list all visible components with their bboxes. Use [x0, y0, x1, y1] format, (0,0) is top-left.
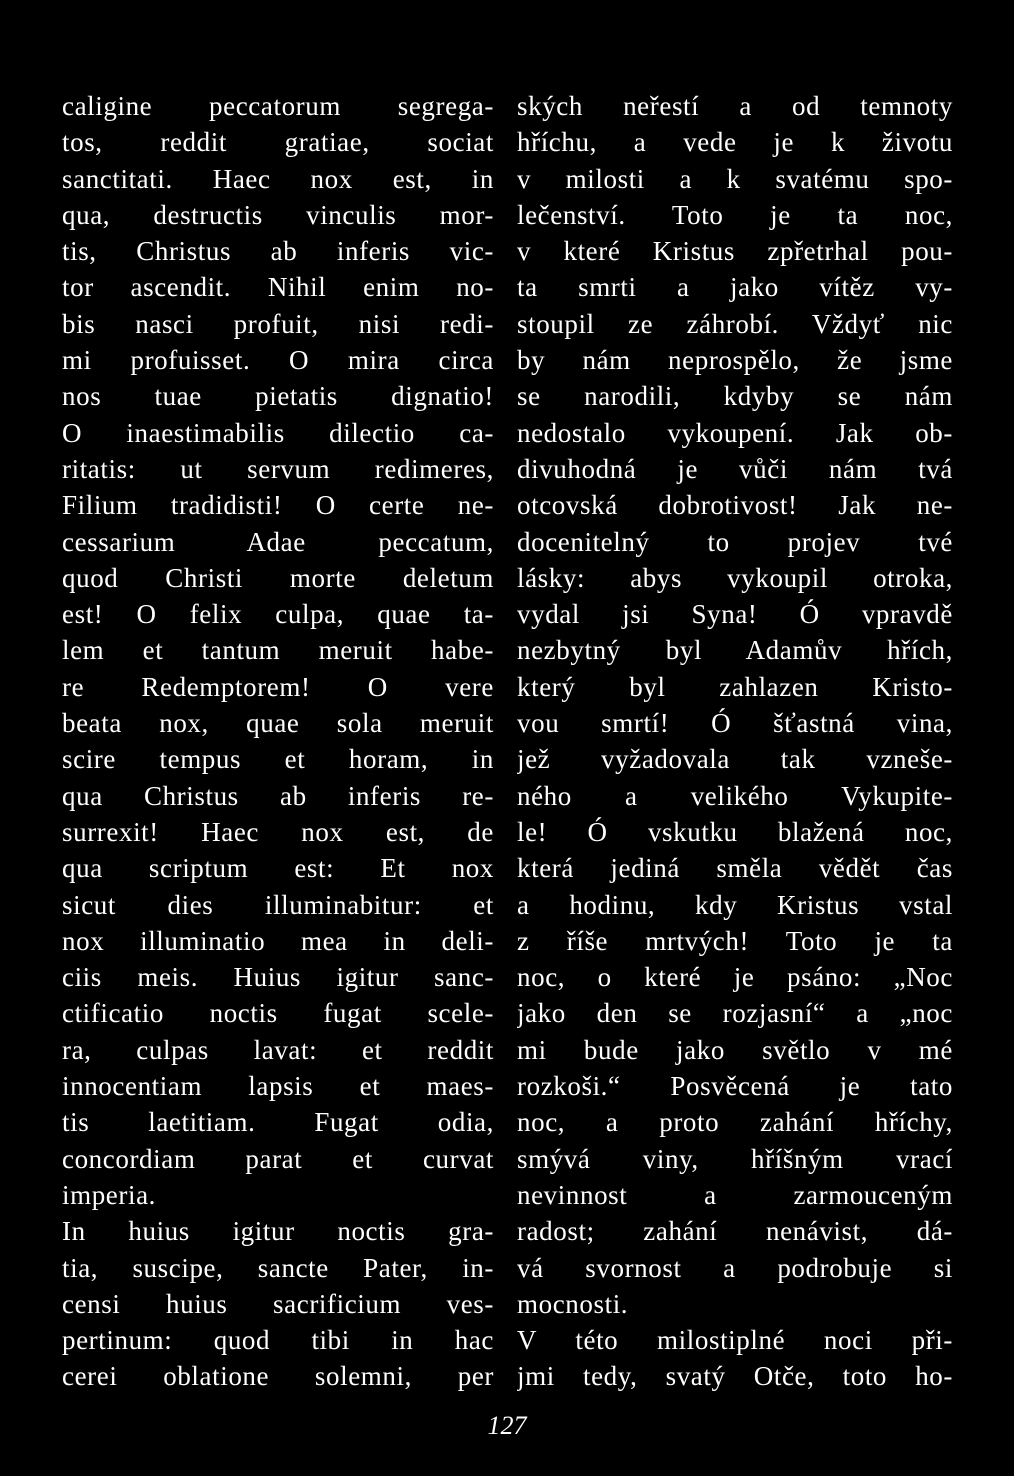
- latin-text-column: [62, 88, 494, 1395]
- text-line: tis, Christus ab inferis vic-: [62, 236, 494, 267]
- text-line: le! Ó vskutku blažená noc,: [517, 816, 953, 847]
- text-line: vydal jsi Syna! Ó vpravdě: [517, 599, 953, 630]
- text-line: v milosti a k svatému spo-: [517, 163, 953, 194]
- text-line: cerei oblatione solemni, per: [62, 1361, 494, 1392]
- text-line: tos, reddit gratiae, sociat: [62, 127, 494, 158]
- text-line: sicut dies illuminabitur: et: [62, 889, 494, 920]
- text-line: vou smrtí! Ó šťastná vina,: [517, 708, 953, 739]
- text-line: otcovská dobrotivost! Jak ne-: [517, 490, 953, 521]
- text-line: quod Christi morte deletum: [62, 562, 494, 593]
- text-line: surrexit! Haec nox est, de: [62, 816, 494, 847]
- text-line: pertinum: quod tibi in hac: [62, 1325, 494, 1356]
- text-line: In huius igitur noctis gra-: [62, 1216, 494, 1247]
- text-line: qua scriptum est: Et nox: [62, 853, 494, 884]
- text-line: z říše mrtvých! Toto je ta: [517, 925, 953, 956]
- text-line: lásky: abys vykoupil otroka,: [517, 562, 953, 593]
- text-line: se narodili, kdyby se nám: [517, 381, 953, 412]
- text-line: ritatis: ut servum redimeres,: [62, 453, 494, 484]
- text-line: nedostalo vykoupení. Jak ob-: [517, 417, 953, 448]
- text-line: radost; zahání nenávist, dá-: [517, 1216, 953, 1247]
- text-line: v které Kristus zpřetrhal pou-: [517, 236, 953, 267]
- text-line: ra, culpas lavat: et reddit: [62, 1034, 494, 1065]
- text-line: tia, suscipe, sancte Pater, in-: [62, 1252, 494, 1283]
- text-line: ta smrti a jako vítěz vy-: [517, 272, 953, 303]
- text-line: ských neřestí a od temnoty: [517, 91, 953, 121]
- text-line: qua, destructis vinculis mor-: [62, 199, 494, 230]
- text-line: noc, a proto zahání hříchy,: [517, 1107, 953, 1138]
- text-line: O inaestimabilis dilectio ca-: [62, 417, 494, 448]
- text-line: docenitelný to projev tvé: [517, 526, 953, 557]
- text-line: ctificatio noctis fugat scele-: [62, 998, 494, 1029]
- text-line: bis nasci profuit, nisi redi-: [62, 308, 494, 339]
- text-line: censi huius sacrificium ves-: [62, 1288, 494, 1319]
- text-line: hříchu, a vede je k životu: [517, 127, 953, 158]
- page-number: 127: [487, 1411, 527, 1440]
- text-line: mocnosti.: [517, 1288, 629, 1319]
- text-line: re Redemptorem! O vere: [62, 671, 494, 702]
- text-line: scire tempus et horam, in: [62, 744, 494, 775]
- text-line: mi bude jako světlo v mé: [517, 1034, 953, 1065]
- text-line: který byl zahlazen Kristo-: [517, 671, 953, 702]
- text-line: sanctitati. Haec nox est, in: [62, 163, 494, 194]
- text-line: by nám neprospělo, že jsme: [517, 345, 953, 376]
- text-line: lečenství. Toto je ta noc,: [517, 199, 953, 230]
- czech-text-column: [517, 88, 953, 1395]
- text-line: innocentiam lapsis et maes-: [62, 1071, 494, 1102]
- text-line: jmi tedy, svatý Otče, toto ho-: [517, 1361, 953, 1392]
- text-line: vá svornost a podrobuje si: [517, 1252, 953, 1283]
- text-line: Filium tradidisti! O certe ne-: [62, 490, 494, 521]
- text-line: imperia.: [62, 1179, 157, 1210]
- text-line: caligine peccatorum segrega-: [62, 91, 494, 121]
- text-line: tor ascendit. Nihil enim no-: [62, 272, 494, 303]
- text-line: stoupil ze záhrobí. Vždyť nic: [517, 308, 953, 339]
- text-line: nevinnost a zarmouceným: [517, 1179, 953, 1210]
- text-line: jako den se rozjasní“ a „noc: [517, 998, 953, 1029]
- text-line: cessarium Adae peccatum,: [62, 526, 494, 557]
- text-line: smývá viny, hříšným vrací: [517, 1143, 953, 1174]
- text-line: est! O felix culpa, quae ta-: [62, 599, 494, 630]
- text-line: V této milostiplné noci při-: [517, 1325, 953, 1356]
- text-line: nezbytný byl Adamův hřích,: [517, 635, 953, 666]
- text-line: ného a velikého Vykupite-: [517, 780, 953, 811]
- text-line: tis laetitiam. Fugat odia,: [62, 1107, 494, 1138]
- text-line: nos tuae pietatis dignatio!: [62, 381, 494, 412]
- text-line: rozkoši.“ Posvěcená je tato: [517, 1071, 953, 1102]
- text-line: divuhodná je vůči nám tvá: [517, 453, 953, 484]
- text-line: mi profuisset. O mira circa: [62, 345, 494, 376]
- text-line: lem et tantum meruit habe-: [62, 635, 494, 666]
- text-line: noc, o které je psáno: „Noc: [517, 962, 953, 993]
- text-line: beata nox, quae sola meruit: [62, 708, 494, 739]
- text-line: a hodinu, kdy Kristus vstal: [517, 889, 953, 920]
- text-line: která jediná směla vědět čas: [517, 853, 953, 884]
- text-line: ciis meis. Huius igitur sanc-: [62, 962, 494, 993]
- text-line: nox illuminatio mea in deli-: [62, 925, 494, 956]
- text-line: qua Christus ab inferis re-: [62, 780, 494, 811]
- text-line: jež vyžadovala tak vzneše-: [517, 744, 953, 775]
- text-line: concordiam parat et curvat: [62, 1143, 494, 1174]
